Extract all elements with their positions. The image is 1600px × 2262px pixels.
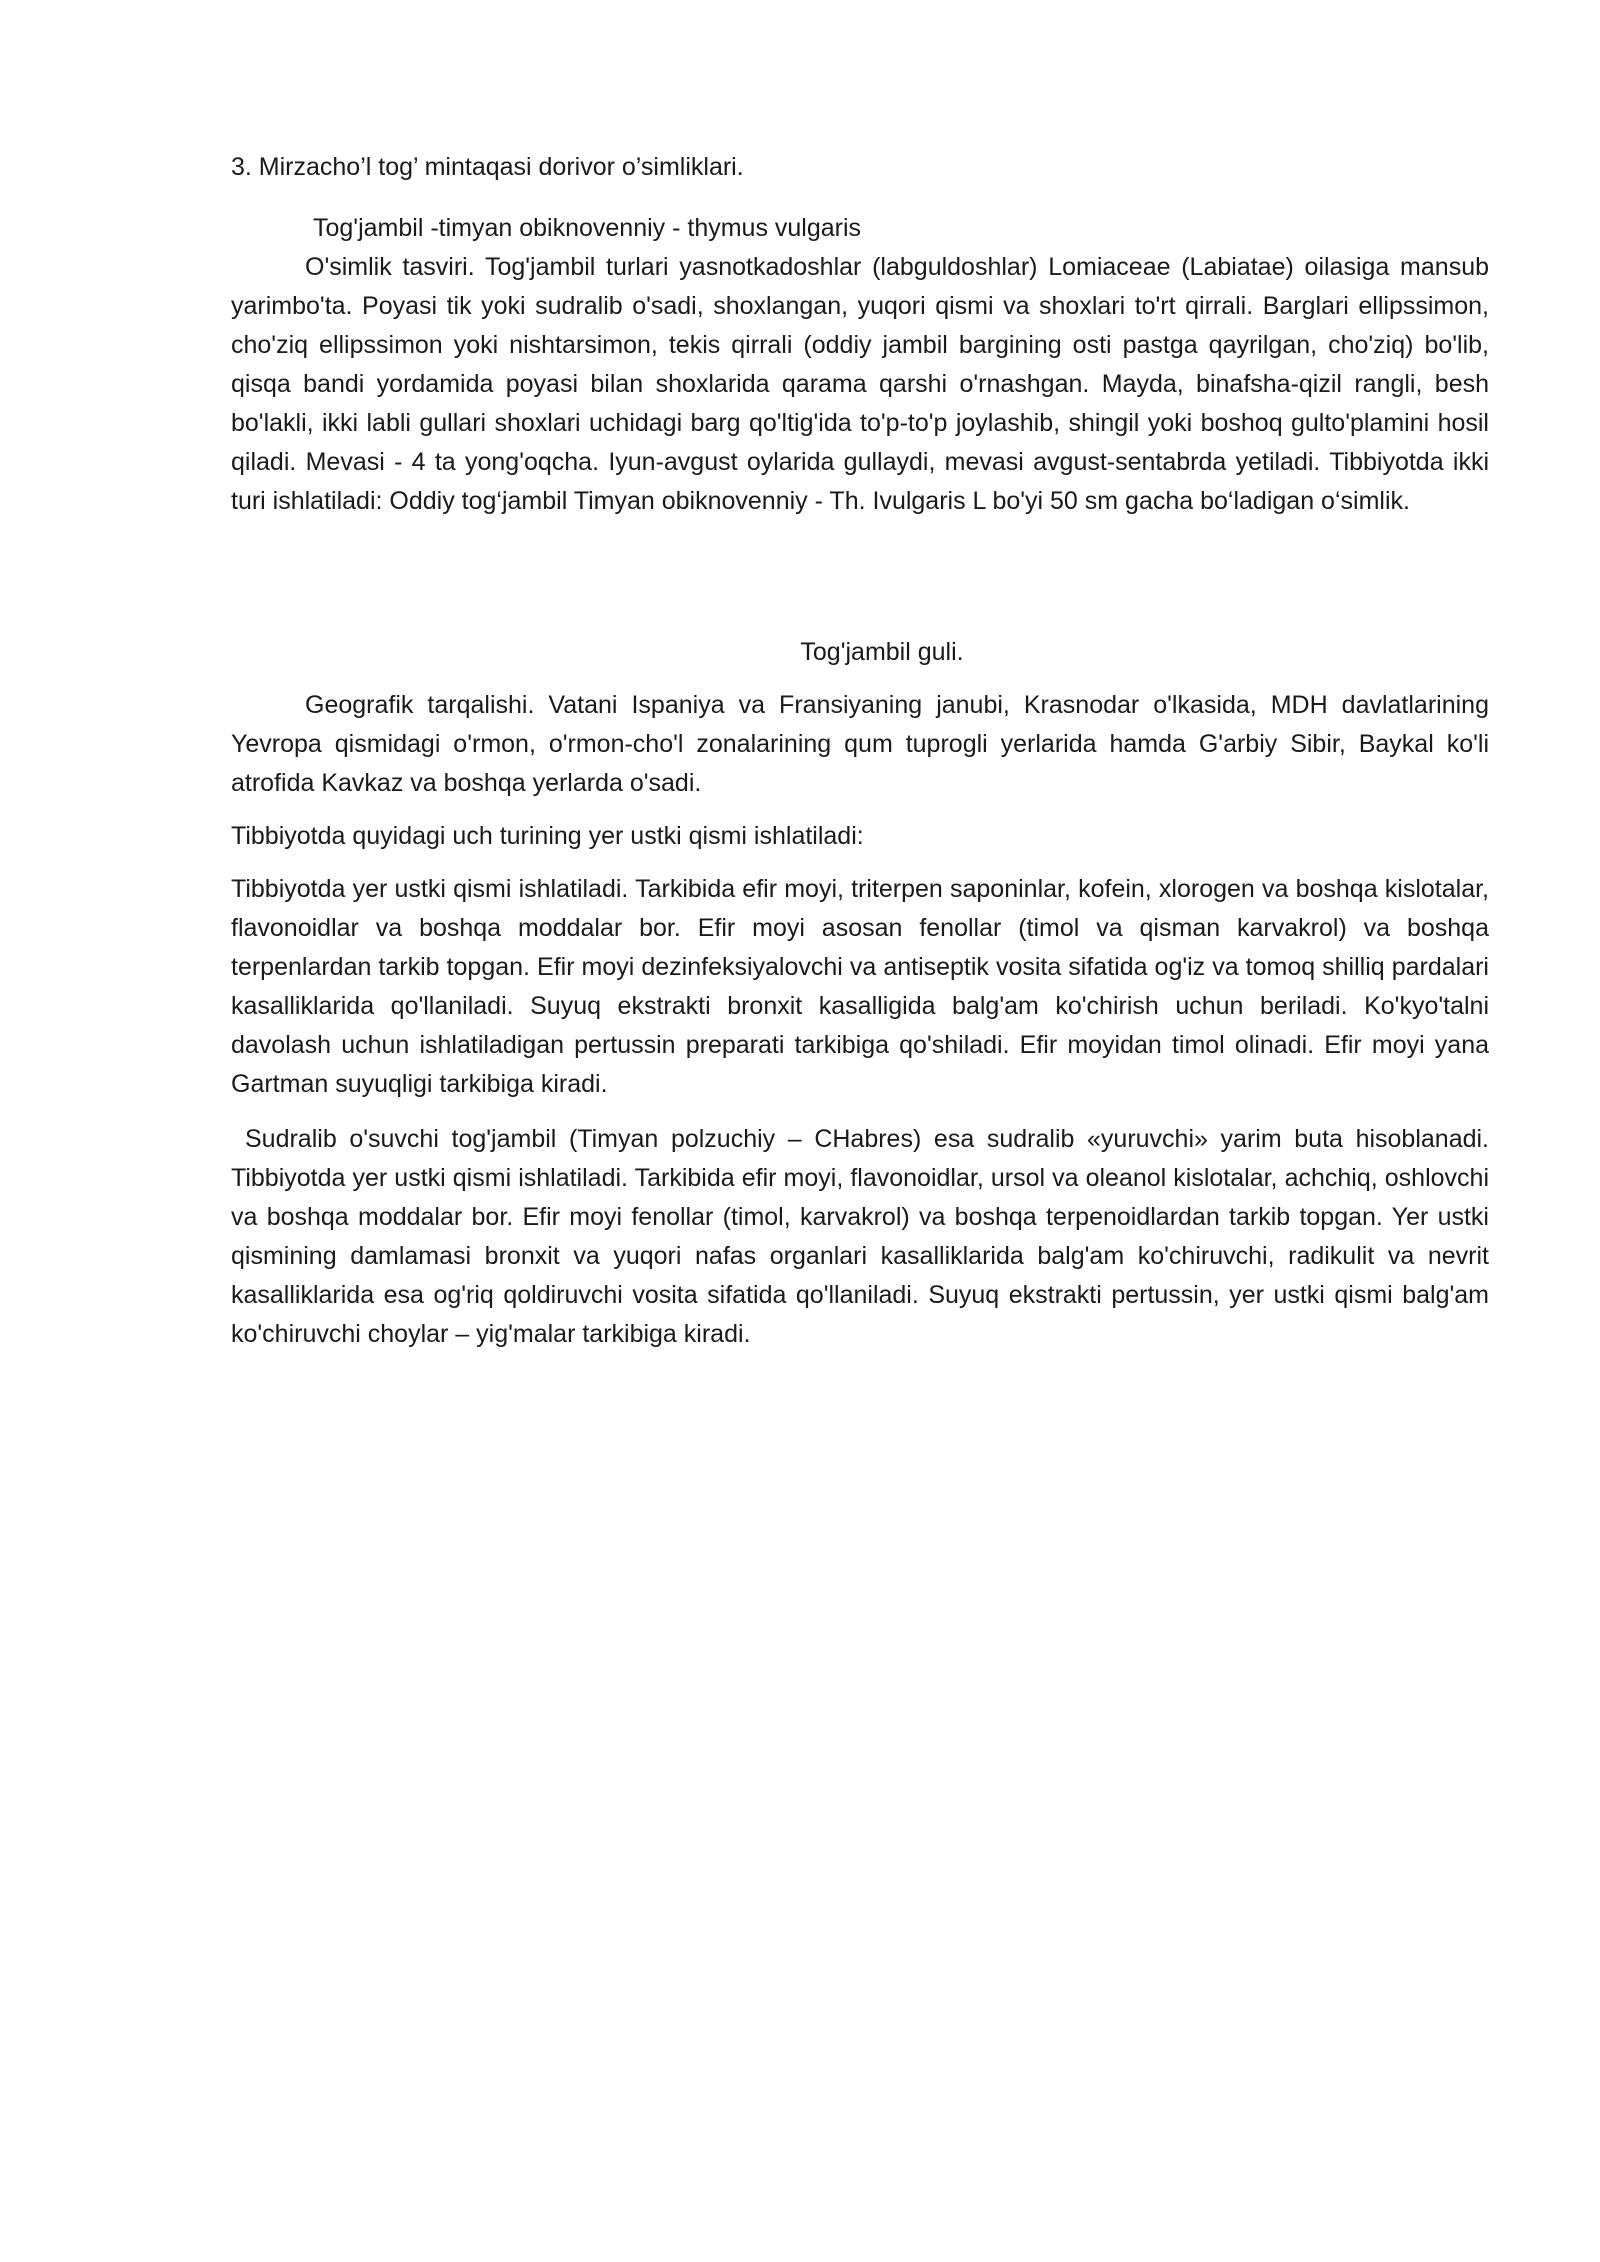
- usage-intro-paragraph: Tibbiyotda quyidagi uch turining yer ustki qismi ishlatiladi:: [231, 822, 864, 850]
- plant-title: Tog'jambil -timyan obiknovenniy - thymus vulgaris: [313, 214, 862, 242]
- creeping-species-paragraph: Sudralib o'suvchi tog'jambil (Timyan polzuchiy – CHabres) esa sudralib «yuruvchi» yarim buta hisoblanadi. Tibbiyotda yer ustki qismi ishlatiladi. Tarkibida efir moyi, flavonoidlar, ursol va oleanol kislotalar, achchiq, oshlovchi va boshqa moddalar bor. Efir moyi fenollar (timol, karvakrol) va boshqa terpenoidlardan tarkib topgan. Yer ustki qismining damlamasi bronxit va yuqori nafas organlari kasalliklarida balg'am ko'chiruvchi, radikulit va nevrit kasalliklarida esa og'riq qoldiruvchi vosita sifatida qo'llaniladi. Suyuq ekstrakti pertussin, yer ustki qismi balg'am ko'chiruvchi choylar – yig'malar tarkibiga kiradi.: [231, 1125, 1489, 1348]
- figure-caption: Tog'jambil guli.: [800, 638, 964, 666]
- section-heading: 3. Mirzacho’l tog’ mintaqasi dorivor o’simliklari.: [231, 153, 744, 181]
- geography-paragraph: Geografik tarqalishi. Vatani Ispaniya va Fransiyaning janubi, Krasnodar o'lkasida, MDH davlatlarining Yevropa qismidagi o'rmon, o'rmon-cho'l zonalarining qum tuprogli yerlarida hamda G'arbiy Sibir, Baykal ko'li atrofida Kavkaz va boshqa yerlarda o'sadi.: [231, 691, 1489, 797]
- description-paragraph: O'simlik tasviri. Tog'jambil turlari yasnotkadoshlar (labguldoshlar) Lomiaceae (Labiatae) oilasiga mansub yarimbo'ta. Poyasi tik yoki sudralib o'sadi, shoxlangan, yuqori qismi va shoxlari to'rt qirrali. Barglari ellipssimon, cho'ziq ellipssimon yoki nishtarsimon, tekis qirrali (oddiy jambil bargining osti pastga qayrilgan, cho'ziq) bo'lib, qisqa bandi yordamida poyasi bilan shoxlarida qarama qarshi o'rnashgan. Mayda, binafsha-qizil rangli, besh bo'lakli, ikki labli gullari shoxlari uchidagi barg qo'ltig'ida to'p-to'p joylashib, shingil yoki boshoq gulto'plamini hosil qiladi. Mevasi - 4 ta yong'oqcha. Iyun-avgust oylarida gullaydi, mevasi avgust-sentabrda yetiladi. Tibbiyotda ikki turi ishlatiladi: Oddiy tog‘jambil Timyan obiknovenniy - Th. Ivulgaris L bo'yi 50 sm gacha bo‘ladigan o‘simlik.: [231, 253, 1489, 515]
- document-page: [231, 148, 1489, 1354]
- usage-main-paragraph: Tibbiyotda yer ustki qismi ishlatiladi. Tarkibida efir moyi, triterpen saponinlar, kofein, xlorogen va boshqa kislotalar, flavonoidlar va boshqa moddalar bor. Efir moyi asosan fenollar (timol va qisman karvakrol) va boshqa terpenlardan tarkib topgan. Efir moyi dezinfeksiyalovchi va antiseptik vosita sifatida og'iz va tomoq shilliq pardalari kasalliklarida qo'llaniladi. Suyuq ekstrakti bronxit kasalligida balg'am ko'chirish uchun beriladi. Ko'kyo'talni davolash uchun ishlatiladigan pertussin preparati tarkibiga qo'shiladi. Efir moyidan timol olinadi. Efir moyi yana Gartman suyuqligi tarkibiga kiradi.: [231, 875, 1489, 1098]
